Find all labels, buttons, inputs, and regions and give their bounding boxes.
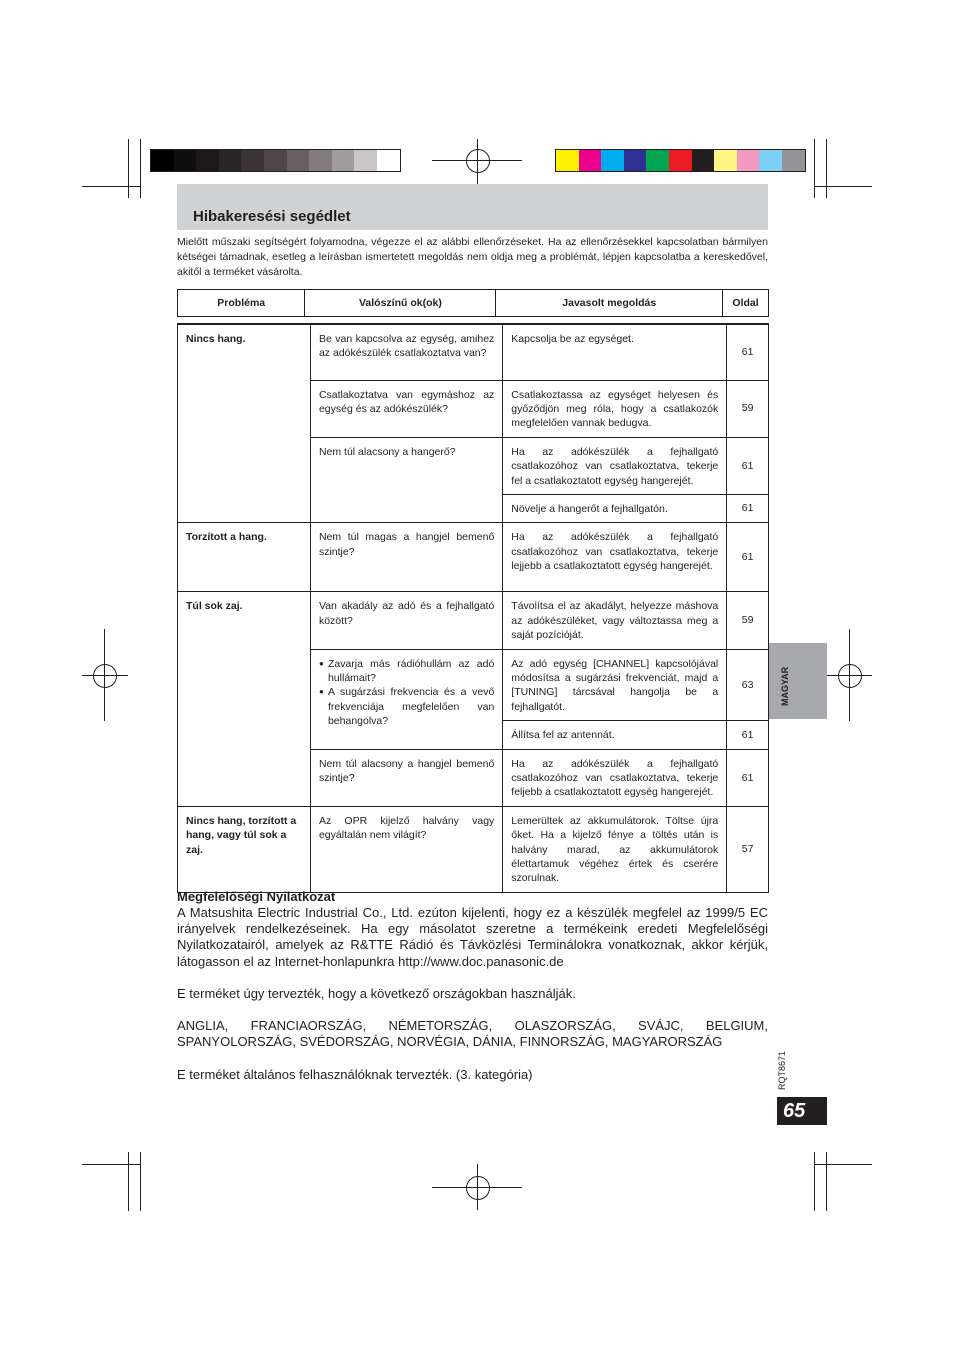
- color-swatch: [692, 150, 715, 171]
- cause-cell: Nem túl magas a hangjel bemenő szintje?: [310, 523, 502, 592]
- table-row: [178, 523, 769, 592]
- troubleshooting-table: [177, 323, 769, 893]
- header-solution: Javasolt megoldás: [496, 290, 723, 317]
- language-tab-label: MAGYAR: [780, 666, 790, 706]
- page-cell: 61: [727, 749, 769, 806]
- page-cell: 61: [727, 324, 769, 380]
- page-cell: 61: [727, 437, 769, 494]
- cause-cell: Nem túl alacsony a hangjel bemenő szintje?: [310, 749, 502, 806]
- page-cell: 63: [727, 649, 769, 721]
- gray-swatch: [196, 150, 219, 171]
- color-swatch: [579, 150, 602, 171]
- header-page: Oldal: [723, 290, 769, 317]
- color-swatch: [646, 150, 669, 171]
- solution-cell: Növelje a hangerőt a fejhallgatón.: [503, 494, 727, 522]
- solution-cell: Ha az adókészülék a fejhallgató csatlakozóhoz van csatlakoztatva, tekerje fel a csatlakoztatott egység hangerejét.: [503, 437, 727, 494]
- header-cause: Valószínű ok(ok): [305, 290, 496, 317]
- page-title: Hibakeresési segédlet: [193, 208, 351, 225]
- cause-cell: Be van kapcsolva az egység, amihez az adókészülék csatlakoztatva van?: [310, 324, 502, 380]
- cause-cell: [310, 649, 502, 749]
- page-cell: 59: [727, 380, 769, 437]
- solution-cell: Lemerültek az akkumulátorok. Töltse újra őket. Ha a kijelző fénye a töltés után is halvány marad, az akkumulátorok élettartamuk végéhez értek és cserére szorulnak.: [503, 806, 727, 892]
- gray-swatch: [377, 150, 400, 171]
- color-swatch: [669, 150, 692, 171]
- model-code: RQT8671: [777, 1050, 787, 1090]
- countries-line-2: SPANYOLORSZÁG, SVÉDORSZÁG, NORVÉGIA, DÁNIA, FINNORSZÁG, MAGYARORSZÁG: [177, 1034, 723, 1049]
- solution-cell: Állítsa fel az antennát.: [503, 721, 727, 749]
- cause-cell: Csatlakoztatva van egymáshoz az egység és az adókészülék?: [310, 380, 502, 437]
- gray-swatch: [354, 150, 377, 171]
- gray-swatch: [309, 150, 332, 171]
- solution-cell: Az adó egység [CHANNEL] kapcsolójával módosítsa a sugárzási frekvenciát, majd a [TUNING] tárcsával hangolja be a fejhallgatót.: [503, 649, 727, 721]
- page-cell: 59: [727, 592, 769, 649]
- category-note: E terméket általános felhasználóknak tervezték. (3. kategória): [177, 1067, 533, 1082]
- grayscale-bar: [150, 149, 401, 172]
- page-cell: 61: [727, 494, 769, 522]
- color-swatch: [714, 150, 737, 171]
- color-swatch: [737, 150, 760, 171]
- color-swatch: [782, 150, 805, 171]
- problem-cell: Nincs hang.: [178, 324, 311, 523]
- solution-cell: Távolítsa el az akadályt, helyezze máshova az adókészüléket, vagy változtassa meg a saját pozícióját.: [503, 592, 727, 649]
- color-swatch: [759, 150, 782, 171]
- page-cell: 57: [727, 806, 769, 892]
- gray-swatch: [287, 150, 310, 171]
- intro-paragraph: Mielőtt műszaki segítségért folyamodna, végezze el az alábbi ellenőrzéseket. Ha az ellenőrzésekkel kapcsolatban bármilyen kétségei támadnak, esetleg a leírásban ismertetett megoldás nem oldja meg a problémát, lépjen kapcsolatba a kereskedővel, akitől a terméket vásárolta.: [177, 236, 768, 278]
- solution-cell: Ha az adókészülék a fejhallgató csatlakozóhoz van csatlakoztatva, tekerje lejjebb a csatlakoztatott egység hangerejét.: [503, 523, 727, 592]
- declaration-body: A Matsushita Electric Industrial Co., Ltd. ezúton kijelenti, hogy ez a készülék megfelel az 1999/5 EC irányelvek rendelkezéseinek. Ha egy másolatot szeretne a termékeink eredeti Megfelelőségi Nyilatkozatairól, amelyek az R&TTE Rádió és Távközlési Terminálokra vonatkoznak, akkor kérjük, látogasson el az Internet-honlapunkra http://www.doc.panasonic.de: [177, 905, 768, 969]
- solution-cell: Csatlakoztassa az egységet helyesen és győződjön meg róla, hogy a csatlakozók megfelelően vannak bedugva.: [503, 380, 727, 437]
- color-bar: [555, 149, 806, 172]
- cause-cell: Az OPR kijelző halvány vagy egyáltalán nem világít?: [310, 806, 502, 892]
- cause-cell: Nem túl alacsony a hangerő?: [310, 437, 502, 523]
- table-row: [178, 592, 769, 649]
- color-swatch: [624, 150, 647, 171]
- cause-cell: Van akadály az adó és a fejhallgató között?: [310, 592, 502, 649]
- page-cell: 61: [727, 523, 769, 592]
- countries-intro: E terméket úgy tervezték, hogy a következő országokban használják.: [177, 986, 576, 1001]
- page-cell: 61: [727, 721, 769, 749]
- table-row: [178, 806, 769, 892]
- gray-swatch: [219, 150, 242, 171]
- problem-cell: Nincs hang, torzított a hang, vagy túl sok a zaj.: [178, 806, 311, 892]
- gray-swatch: [151, 150, 174, 171]
- language-tab: [769, 643, 827, 719]
- list-item: ● A sugárzási frekvencia és a vevő frekvenciája megfelelően van behangolva?: [319, 685, 494, 728]
- header-problem: Probléma: [178, 290, 305, 317]
- gray-swatch: [241, 150, 264, 171]
- list-item: ● Zavarja más rádióhullám az adó hullámait?: [319, 657, 494, 686]
- page-number: 65: [777, 1097, 827, 1125]
- problem-cell: Torzított a hang.: [178, 523, 311, 592]
- problem-cell: Túl sok zaj.: [178, 592, 311, 806]
- table-header: [177, 289, 769, 317]
- solution-cell: Ha az adókészülék a fejhallgató csatlakozóhoz van csatlakoztatva, tekerje feljebb a csatlakoztatott egység hangerejét.: [503, 749, 727, 806]
- declaration-title: Megfelelőségi Nyilatkozat: [177, 889, 336, 904]
- countries-line-1: ANGLIA, FRANCIAORSZÁG, NÉMETORSZÁG, OLASZORSZÁG, SVÁJC, BELGIUM,: [177, 1018, 768, 1033]
- table-row: [178, 324, 769, 380]
- color-swatch: [601, 150, 624, 171]
- gray-swatch: [174, 150, 197, 171]
- color-swatch: [556, 150, 579, 171]
- solution-cell: Kapcsolja be az egységet.: [503, 324, 727, 380]
- cause-bullet-list: [319, 657, 494, 729]
- gray-swatch: [264, 150, 287, 171]
- gray-swatch: [332, 150, 355, 171]
